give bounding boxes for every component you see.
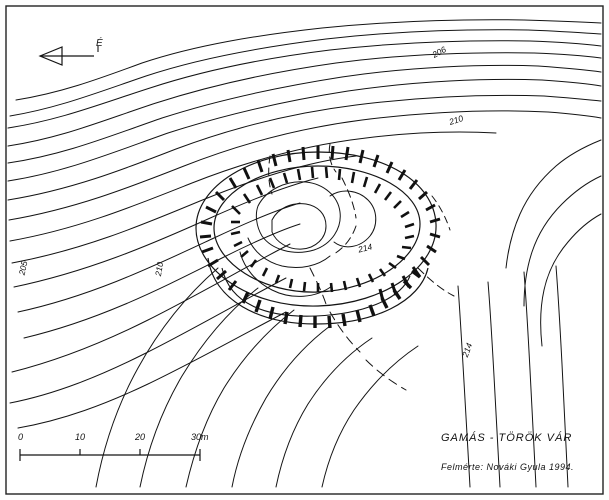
contour-label-210-west: 210 — [152, 261, 166, 277]
contour-label-205-west: 205 — [16, 260, 30, 276]
scale-tick-10: 10 — [75, 432, 86, 442]
north-label: É — [96, 38, 103, 49]
contour-label-210-northeast: 210 — [447, 113, 465, 127]
contour-label-214-southeast: 214 — [459, 341, 475, 359]
map-title: GAMÁS - TÖRÖK VÁR — [441, 432, 573, 444]
contour-label-214-center: 214 — [357, 241, 374, 255]
scale-tick-0: 0 — [18, 432, 24, 442]
scale-tick-20: 20 — [135, 432, 146, 442]
map-credit: Felmérte: Nováki Gyula 1994. — [441, 462, 575, 472]
scale-tick-30m: 30m — [191, 432, 209, 442]
contour-label-206-north: 206 — [430, 44, 448, 60]
